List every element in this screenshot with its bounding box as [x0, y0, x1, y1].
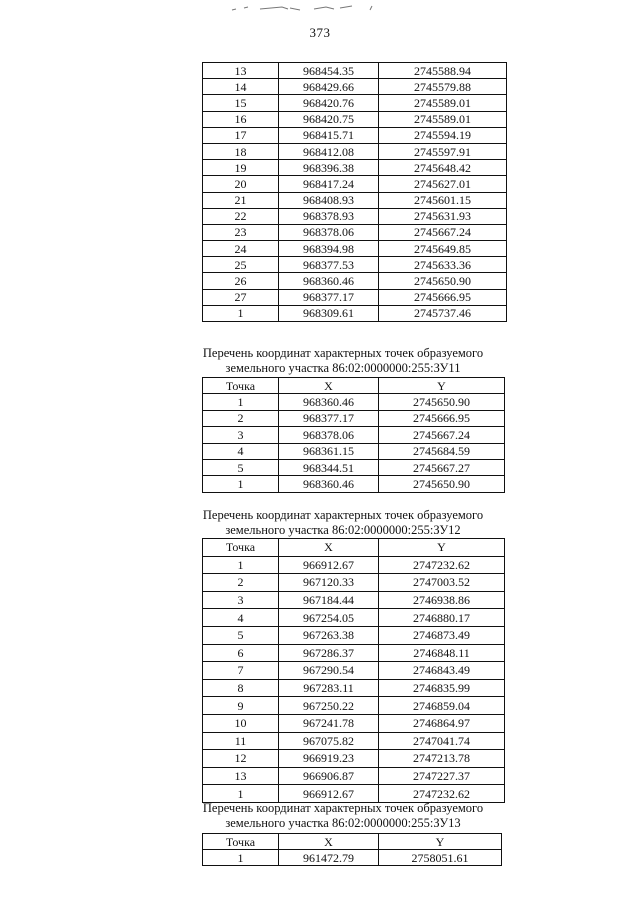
cell-y: 2745737.46	[379, 305, 507, 321]
cell-x: 968309.61	[279, 305, 379, 321]
cell-y: 2745601.15	[379, 192, 507, 208]
table-row	[203, 626, 505, 644]
table-row	[203, 143, 507, 159]
cell-x: 968378.06	[279, 427, 379, 443]
cell-y: 2745627.01	[379, 176, 507, 192]
cell-y: 2746864.97	[379, 714, 505, 732]
cell-point: 1	[203, 850, 279, 866]
cell-point: 24	[203, 241, 279, 257]
cell-x: 966906.87	[279, 767, 379, 785]
caption-zu11	[188, 346, 498, 376]
table-row	[203, 714, 505, 732]
cell-x: 968394.98	[279, 241, 379, 257]
cell-point: 5	[203, 626, 279, 644]
cell-point: 15	[203, 95, 279, 111]
header-x: X	[279, 834, 379, 850]
table-row	[203, 176, 507, 192]
cell-y: 2745667.24	[379, 224, 507, 240]
cell-y: 2745633.36	[379, 257, 507, 273]
cell-point: 17	[203, 127, 279, 143]
table-row	[203, 476, 505, 492]
cell-point: 2	[203, 574, 279, 592]
table-row	[203, 750, 505, 768]
cell-y: 2745666.95	[379, 289, 507, 305]
table-row	[203, 427, 505, 443]
cell-x: 968360.46	[279, 273, 379, 289]
cell-y: 2746880.17	[379, 609, 505, 627]
caption-line: Перечень координат характерных точек образуемого	[202, 346, 484, 360]
table-row	[203, 459, 505, 475]
table-row	[203, 208, 507, 224]
coordinates-table-continued	[202, 62, 507, 322]
table-row	[203, 850, 502, 866]
cell-y: 2745648.42	[379, 160, 507, 176]
cell-x: 968420.75	[279, 111, 379, 127]
coordinates-table-zu12	[202, 538, 505, 803]
cell-x: 968429.66	[279, 79, 379, 95]
cell-point: 23	[203, 224, 279, 240]
cell-y: 2745650.90	[379, 273, 507, 289]
cell-point: 26	[203, 273, 279, 289]
table-row	[203, 591, 505, 609]
table-row	[203, 79, 507, 95]
header-point: Точка	[203, 834, 279, 850]
cell-y: 2745649.85	[379, 241, 507, 257]
cell-point: 4	[203, 609, 279, 627]
header-point: Точка	[203, 539, 279, 557]
cell-point: 14	[203, 79, 279, 95]
cell-y: 2745650.90	[379, 394, 505, 410]
cell-point: 7	[203, 662, 279, 680]
caption-line: Перечень координат характерных точек образуемого	[202, 801, 484, 815]
cell-y: 2745667.24	[379, 427, 505, 443]
table-row	[203, 767, 505, 785]
header-point: Точка	[203, 378, 279, 394]
cell-y: 2745589.01	[379, 95, 507, 111]
cell-x: 967290.54	[279, 662, 379, 680]
cell-y: 2745667.27	[379, 459, 505, 475]
header-y: Y	[379, 834, 502, 850]
table-row	[203, 160, 507, 176]
cell-point: 1	[203, 785, 279, 803]
cell-x: 968417.24	[279, 176, 379, 192]
cell-x: 967184.44	[279, 591, 379, 609]
cell-point: 19	[203, 160, 279, 176]
table-row	[203, 63, 507, 79]
table-row	[203, 785, 505, 803]
cell-point: 21	[203, 192, 279, 208]
table-row	[203, 732, 505, 750]
cell-x: 966912.67	[279, 785, 379, 803]
cell-y: 2747232.62	[379, 556, 505, 574]
cell-x: 967263.38	[279, 626, 379, 644]
table-row	[203, 443, 505, 459]
table-row	[203, 95, 507, 111]
table-row	[203, 224, 507, 240]
cell-point: 9	[203, 697, 279, 715]
header-x: X	[279, 539, 379, 557]
cell-x: 967120.33	[279, 574, 379, 592]
table-row	[203, 192, 507, 208]
caption-line: земельного участка 86:02:0000000:255:ЗУ13	[225, 816, 461, 830]
caption-zu12	[188, 508, 498, 538]
table-row	[203, 410, 505, 426]
cell-x: 968420.76	[279, 95, 379, 111]
cell-x: 968378.93	[279, 208, 379, 224]
cell-y: 2747041.74	[379, 732, 505, 750]
cell-x: 968454.35	[279, 63, 379, 79]
cell-point: 13	[203, 767, 279, 785]
cell-y: 2745650.90	[379, 476, 505, 492]
cell-y: 2745666.95	[379, 410, 505, 426]
table-row	[203, 257, 507, 273]
table-row	[203, 644, 505, 662]
cell-y: 2747232.62	[379, 785, 505, 803]
table-row	[203, 609, 505, 627]
cell-point: 11	[203, 732, 279, 750]
cell-x: 968408.93	[279, 192, 379, 208]
cell-point: 22	[203, 208, 279, 224]
header-y: Y	[379, 539, 505, 557]
cell-x: 968412.08	[279, 143, 379, 159]
cell-x: 968360.46	[279, 476, 379, 492]
cell-y: 2746859.04	[379, 697, 505, 715]
cell-y: 2746835.99	[379, 679, 505, 697]
cell-y: 2745631.93	[379, 208, 507, 224]
cell-y: 2746843.49	[379, 662, 505, 680]
cell-point: 3	[203, 427, 279, 443]
cell-y: 2746938.86	[379, 591, 505, 609]
cell-point: 4	[203, 443, 279, 459]
table-row	[203, 241, 507, 257]
cell-point: 16	[203, 111, 279, 127]
cell-point: 8	[203, 679, 279, 697]
caption-line: земельного участка 86:02:0000000:255:ЗУ11	[225, 361, 461, 375]
caption-line: земельного участка 86:02:0000000:255:ЗУ12	[225, 523, 461, 537]
coordinates-table-zu13	[202, 833, 502, 866]
cell-point: 1	[203, 556, 279, 574]
cell-x: 966912.67	[279, 556, 379, 574]
cell-point: 6	[203, 644, 279, 662]
cell-point: 20	[203, 176, 279, 192]
cell-point: 27	[203, 289, 279, 305]
cell-x: 968361.15	[279, 443, 379, 459]
table-row	[203, 289, 507, 305]
cell-y: 2747213.78	[379, 750, 505, 768]
table-row	[203, 273, 507, 289]
cell-x: 967286.37	[279, 644, 379, 662]
cell-point: 1	[203, 394, 279, 410]
table-row	[203, 679, 505, 697]
table-row	[203, 574, 505, 592]
table-row	[203, 662, 505, 680]
header-x: X	[279, 378, 379, 394]
table-row	[203, 556, 505, 574]
cell-x: 968377.17	[279, 289, 379, 305]
header-y: Y	[379, 378, 505, 394]
cell-x: 967254.05	[279, 609, 379, 627]
cell-point: 2	[203, 410, 279, 426]
cell-x: 967241.78	[279, 714, 379, 732]
cell-x: 961472.79	[279, 850, 379, 866]
cell-x: 967250.22	[279, 697, 379, 715]
cell-point: 1	[203, 476, 279, 492]
cell-y: 2745594.19	[379, 127, 507, 143]
cell-x: 968396.38	[279, 160, 379, 176]
cell-y: 2746873.49	[379, 626, 505, 644]
cell-y: 2747003.52	[379, 574, 505, 592]
table-row	[203, 127, 507, 143]
cell-point: 10	[203, 714, 279, 732]
table-row	[203, 697, 505, 715]
cell-x: 968377.53	[279, 257, 379, 273]
cell-y: 2745579.88	[379, 79, 507, 95]
page-number: 373	[309, 25, 331, 40]
cell-point: 13	[203, 63, 279, 79]
cell-point: 18	[203, 143, 279, 159]
cell-x: 967075.82	[279, 732, 379, 750]
cell-y: 2745588.94	[379, 63, 507, 79]
coordinates-table-zu11	[202, 377, 505, 493]
caption-zu13	[188, 801, 498, 831]
cell-y: 2745597.91	[379, 143, 507, 159]
cell-x: 966919.23	[279, 750, 379, 768]
cell-x: 968377.17	[279, 410, 379, 426]
cell-point: 12	[203, 750, 279, 768]
cell-point: 1	[203, 305, 279, 321]
cell-point: 3	[203, 591, 279, 609]
cell-x: 968415.71	[279, 127, 379, 143]
cell-y: 2745684.59	[379, 443, 505, 459]
caption-line: Перечень координат характерных точек образуемого	[202, 508, 484, 522]
cell-y: 2745589.01	[379, 111, 507, 127]
scan-noise-marks	[230, 2, 390, 14]
cell-y: 2758051.61	[379, 850, 502, 866]
cell-x: 967283.11	[279, 679, 379, 697]
cell-point: 25	[203, 257, 279, 273]
table-row	[203, 111, 507, 127]
table-row	[203, 305, 507, 321]
cell-x: 968360.46	[279, 394, 379, 410]
table-row	[203, 394, 505, 410]
cell-x: 968378.06	[279, 224, 379, 240]
cell-y: 2747227.37	[379, 767, 505, 785]
cell-point: 5	[203, 459, 279, 475]
cell-x: 968344.51	[279, 459, 379, 475]
cell-y: 2746848.11	[379, 644, 505, 662]
